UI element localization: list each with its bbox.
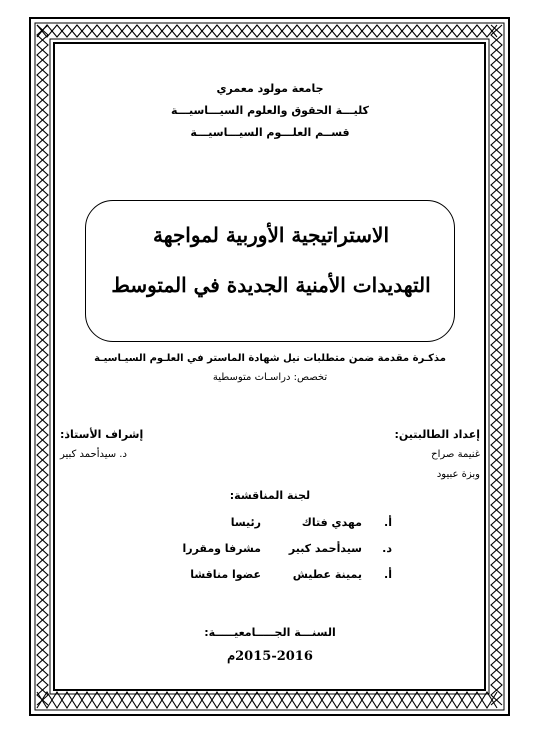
member-title: د. <box>382 542 392 555</box>
member-role: عضوا مناقشا <box>190 568 261 581</box>
student-name: وبزة عبيود <box>436 469 480 480</box>
member-name: يمينة عطيش <box>292 568 362 581</box>
member-role: مشرفا ومقررا <box>182 542 261 555</box>
department-name: قســم العلـــوم السيـــاسيـــة <box>190 126 350 139</box>
students-label: إعداد الطالبتين: <box>394 428 480 441</box>
member-title: أ. <box>384 516 392 529</box>
member-name: سيدأحمد كبير <box>288 542 362 555</box>
member-role: رئيسا <box>230 516 261 529</box>
supervisor-name: د. سيدأحمد كبير <box>60 449 127 460</box>
member-title: أ. <box>384 568 392 581</box>
supervisor-label: إشراف الأستاذ: <box>60 428 144 441</box>
member-name: مهدي فتاك <box>301 516 362 529</box>
university-name: جامعة مولود معمري <box>216 82 324 95</box>
thesis-title-line-2: التهديدات الأمنية الجديدة في المتوسط <box>111 273 431 297</box>
thesis-title-line-1: الاستراتيجية الأوربية لمواجهة <box>153 223 389 247</box>
academic-year-value: 2015-2016م <box>227 649 313 664</box>
student-name: غنيمة صراح <box>431 449 480 460</box>
specialization: تخصص: دراسـات متوسطية <box>212 372 328 383</box>
committee-label: لجنة المناقشة: <box>229 489 311 502</box>
thesis-title-box <box>85 200 455 342</box>
thesis-purpose: مذكـرة مقدمة ضمن متطلبات نيل شهادة الماستر في العلـوم السيـاسيـة <box>94 353 446 364</box>
academic-year-label: السنـــة الجـــــامعيـــــة: <box>204 626 336 639</box>
faculty-name: كليـــة الحقوق والعلوم السيـــاسيـــة <box>171 104 369 117</box>
